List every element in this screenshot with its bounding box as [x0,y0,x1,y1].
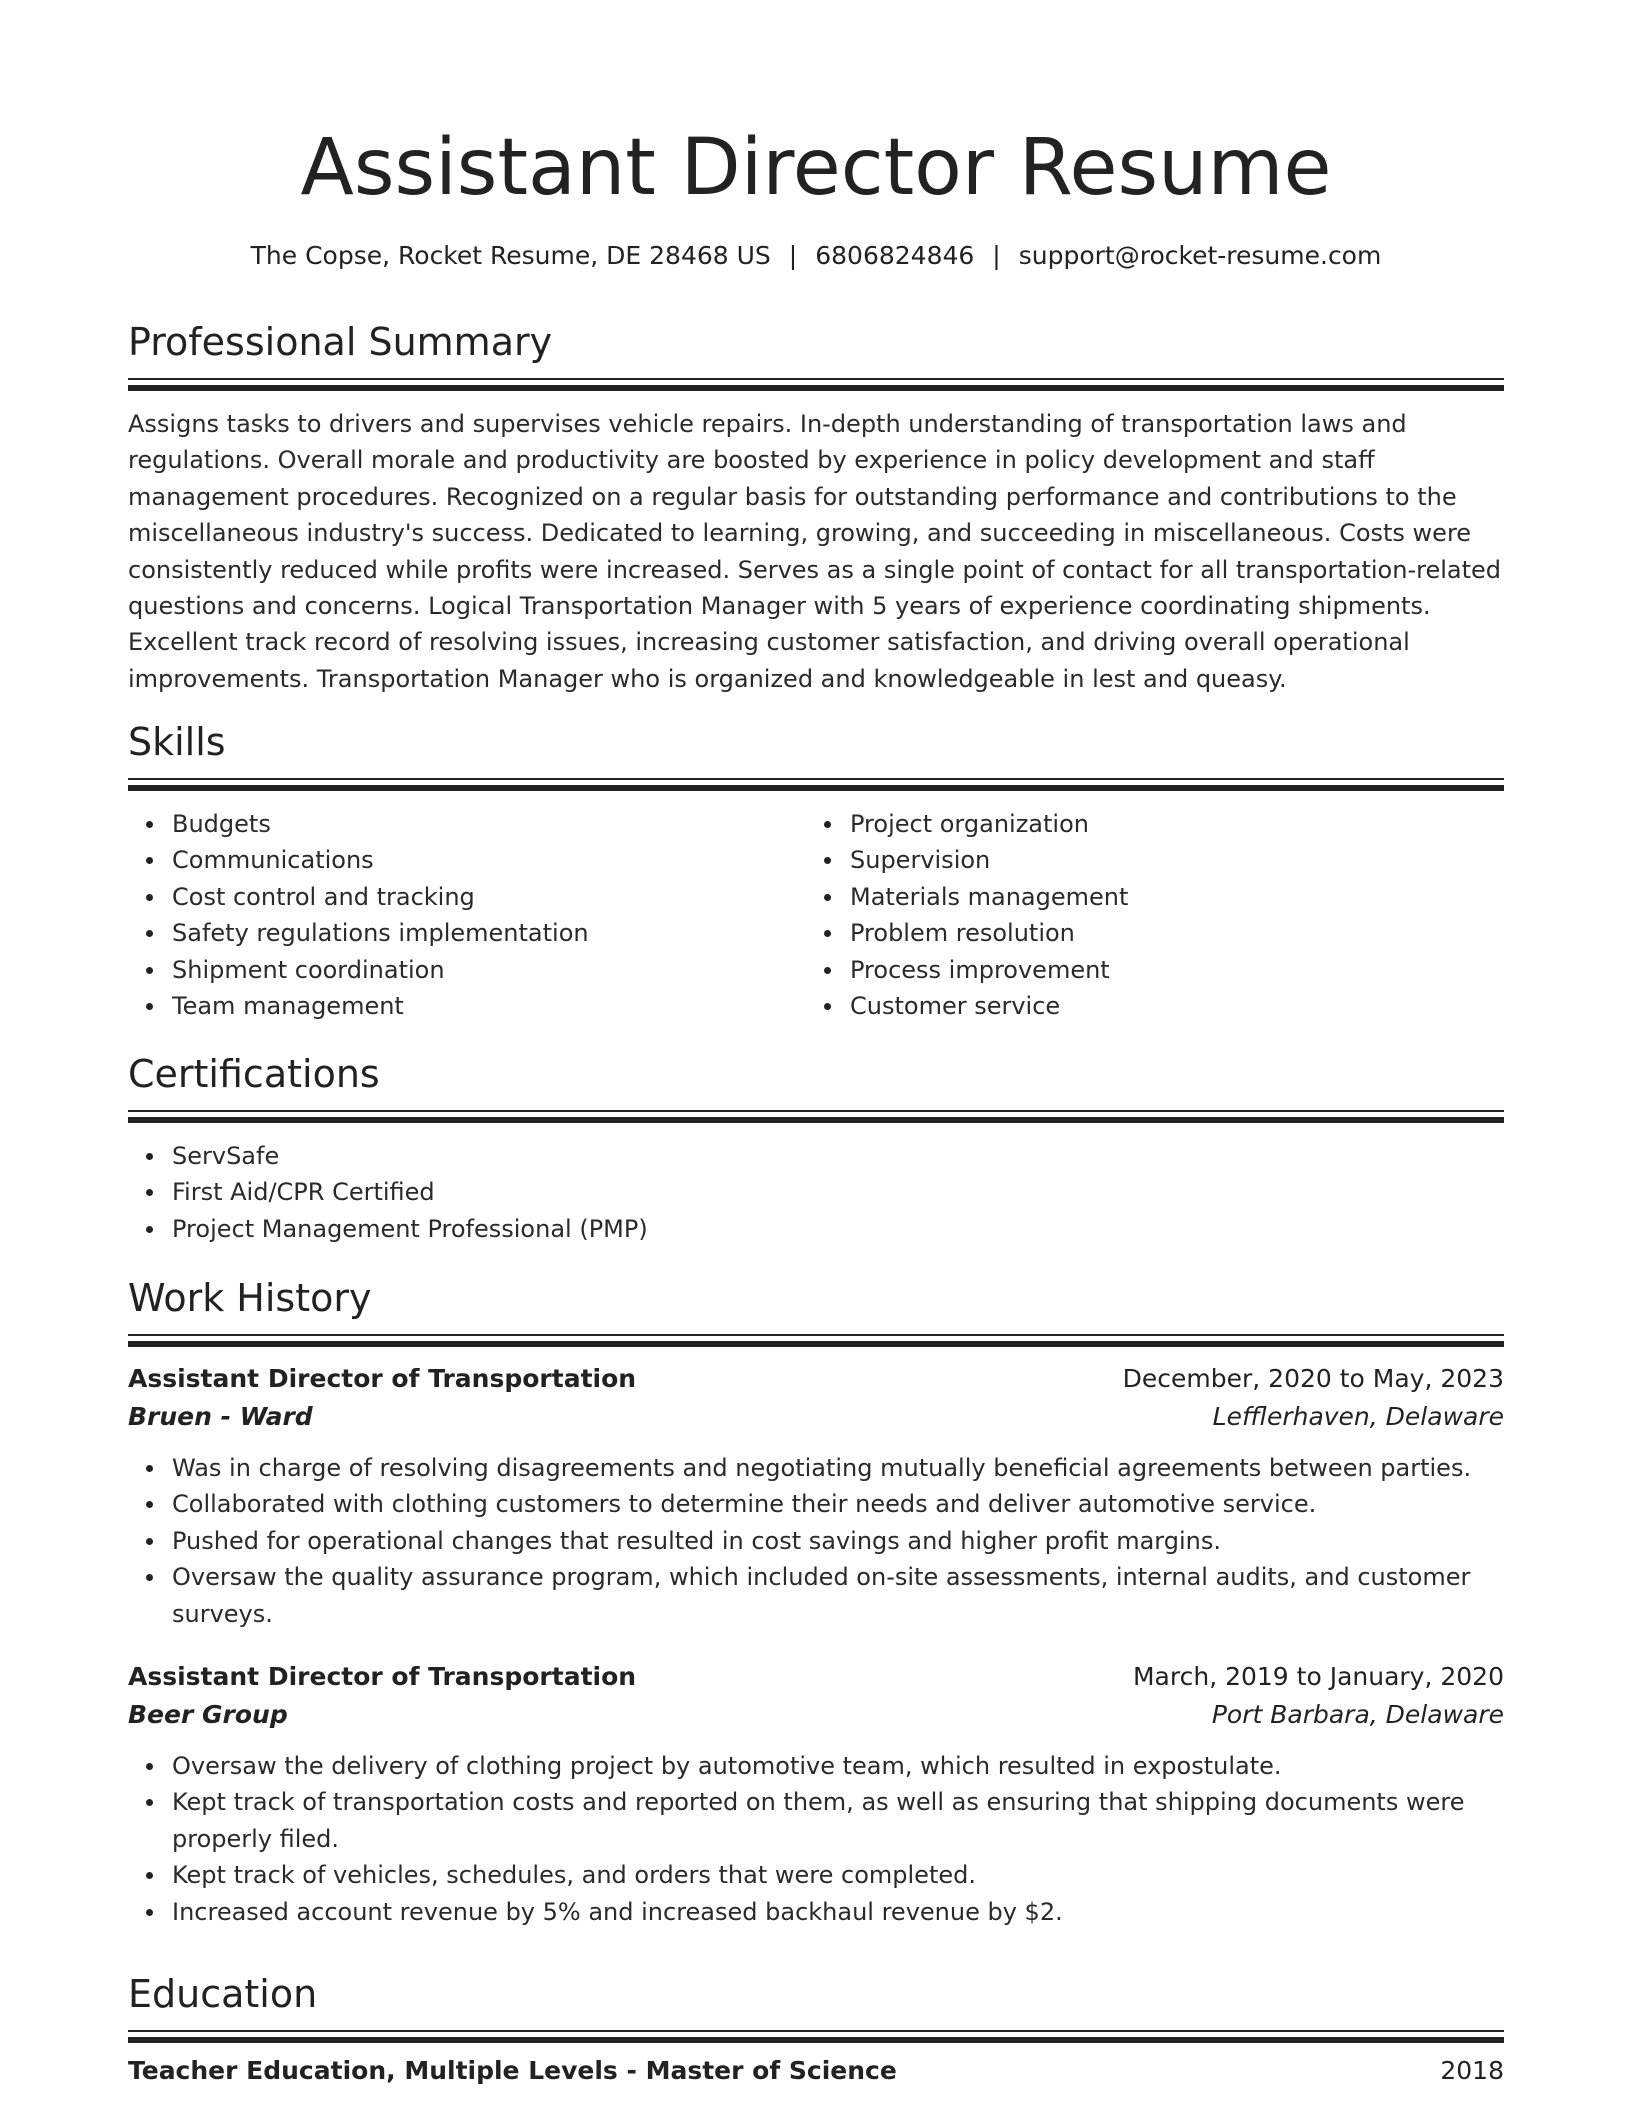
job-dates: March, 2019 to January, 2020 [1132,1662,1504,1692]
skill-item: Cost control and tracking [172,879,806,915]
skill-item: Budgets [172,806,806,842]
job-bullet: Was in charge of resolving disagreements and negotiating mutually beneficial agreements between parties. [172,1450,1504,1486]
skill-item: Materials management [850,879,1484,915]
skill-item: Supervision [850,842,1484,878]
education-section [128,1970,1504,2090]
contact-separator: | [788,241,798,270]
certification-item: First Aid/CPR Certified [172,1174,1504,1210]
skill-item: Customer service [850,988,1484,1024]
skill-item: Team management [172,988,806,1024]
job-bullet: Collaborated with clothing customers to determine their needs and deliver automotive service. [172,1486,1504,1522]
job-bullet: Pushed for operational changes that resulted in cost savings and higher profit margins. [172,1523,1504,1559]
section-divider [128,778,1504,792]
job-bullet: Kept track of vehicles, schedules, and orders that were completed. [172,1857,1504,1893]
section-divider [128,2030,1504,2044]
certification-item: ServSafe [172,1138,1504,1174]
certification-item: Project Management Professional (PMP) [172,1211,1504,1247]
certifications-section [128,1050,1504,1247]
job-dates: December, 2020 to May, 2023 [1122,1364,1504,1393]
job-header-row [128,1360,1504,1398]
education-row [128,2052,1504,2090]
job-company-row [128,1696,1504,1734]
education-year: 2018 [1440,2056,1504,2085]
job-company: Beer Group [128,1700,288,1730]
job-title: Assistant Director of Transportation [128,1364,637,1393]
summary-text: Assigns tasks to drivers and supervises vehicle repairs. In-depth understanding of transportation laws and regulations. Overall morale and productivity are boosted by experience in policy development and staff management procedures. Recognized on a regular basis for outstanding performance and contributions to the miscellaneous industry's success. Dedicated to learning, growing, and succeeding in miscellaneous. Costs were consistently reduced while profits were increased. Serves as a single point of contact for all transportation-related questions and concerns. Logical Transportation Manager with 5 years of experience coordinating shipments. Excellent track record of resolving issues, increasing customer satisfaction, and driving overall operational improvements. Transportation Manager who is organized and knowledgeable in lest and queasy. [128,410,1501,693]
section-divider [128,378,1504,392]
certifications-list [128,1138,1504,1247]
job-bullet: Oversaw the quality assurance program, which included on-site assessments, internal audits, and customer surveys. [172,1559,1504,1632]
job-bullets [128,1450,1504,1632]
skill-item: Safety regulations implementation [172,915,806,951]
job-bullet: Oversaw the delivery of clothing project by automotive team, which resulted in expostulate. [172,1748,1504,1784]
contact-line [0,238,1632,274]
skill-item: Communications [172,842,806,878]
section-heading-education: Education [128,1972,318,2016]
resume-title: Assistant Director Resume [300,123,1332,213]
skills-column-right [806,806,1484,1024]
job-location: Lefflerhaven, Delaware [1212,1402,1504,1431]
job-bullet: Increased account revenue by 5% and increased backhaul revenue by $2. [172,1894,1504,1930]
contact-separator: | [992,241,1001,270]
contact-phone: 6806824846 [815,241,975,270]
skill-item: Process improvement [850,952,1484,988]
job-bullets [128,1748,1504,1930]
section-heading-certifications: Certifications [128,1052,380,1096]
job-company-row [128,1398,1504,1436]
skills-section [128,718,1504,1024]
work-history-section [128,1274,1504,1930]
education-degree: Teacher Education, Multiple Levels - Master of Science [128,2056,897,2085]
contact-email: support@rocket-resume.com [1018,241,1382,270]
job-bullet: Kept track of transportation costs and reported on them, as well as ensuring that shipping documents were properly filed. [172,1784,1504,1857]
section-divider [128,1110,1504,1124]
job-entry [128,1658,1504,1930]
section-heading-skills: Skills [128,720,226,764]
summary-section [128,318,1504,697]
job-header-row [128,1658,1504,1696]
job-location: Port Barbara, Delaware [1211,1700,1504,1730]
section-divider [128,1334,1504,1348]
skill-item: Problem resolution [850,915,1484,951]
skill-item: Shipment coordination [172,952,806,988]
job-entry [128,1360,1504,1632]
skills-grid [128,806,1504,1024]
job-company: Bruen - Ward [128,1402,313,1431]
job-title: Assistant Director of Transportation [128,1662,637,1692]
skill-item: Project organization [850,806,1484,842]
skills-column-left [128,806,806,1024]
section-heading-work-history: Work History [128,1276,372,1320]
section-heading-summary: Professional Summary [128,320,553,364]
contact-address: The Copse, Rocket Resume, DE 28468 US [250,241,771,270]
